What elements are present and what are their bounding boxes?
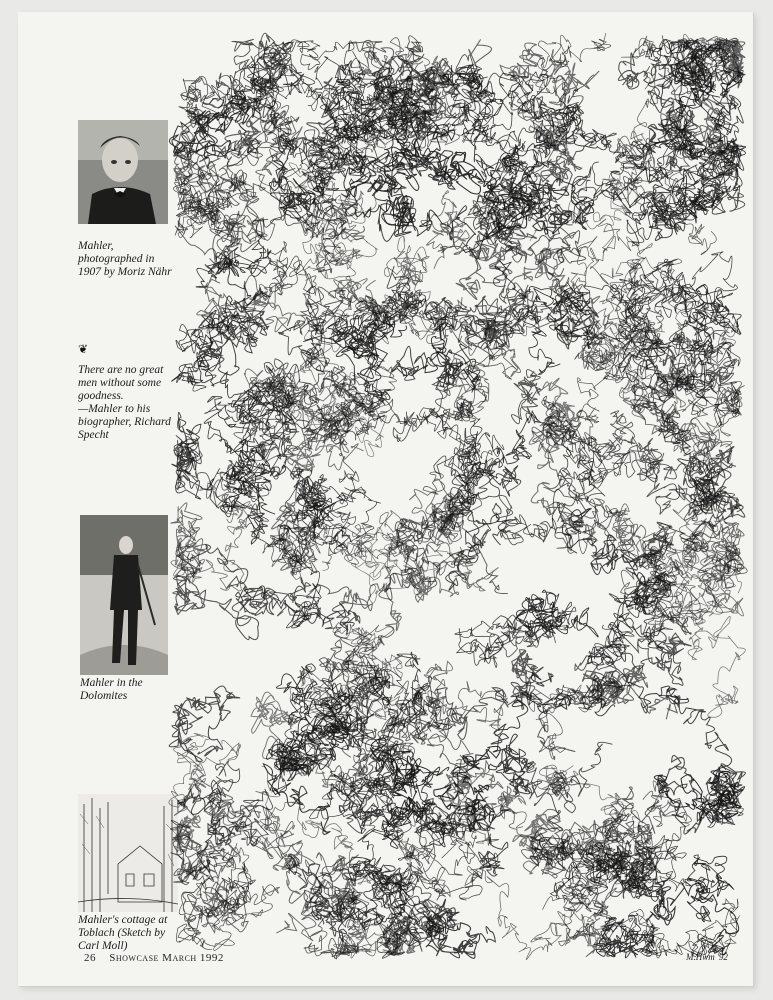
- scribble-stroke: [488, 672, 571, 794]
- scribble-stroke: [687, 136, 745, 213]
- scribble-stroke: [562, 831, 656, 939]
- scribble-stroke: [169, 686, 240, 761]
- scribble-stroke: [629, 192, 706, 232]
- scribble-stroke: [200, 843, 279, 950]
- scribble-stroke: [269, 146, 315, 219]
- scribble-stroke: [587, 621, 634, 670]
- scribble-stroke: [377, 874, 442, 958]
- scribble-stroke: [444, 65, 503, 146]
- scribble-stroke: [661, 88, 730, 170]
- mahler-portrait-photo: [78, 120, 168, 224]
- scribble-stroke: [247, 195, 346, 273]
- scribble-stroke: [334, 917, 416, 958]
- scribble-stroke: [575, 329, 628, 423]
- scribble-stroke: [531, 424, 617, 551]
- scribble-stroke: [503, 224, 653, 336]
- scribble-stroke: [351, 527, 452, 603]
- scribble-stroke: [175, 173, 225, 238]
- scribble-stroke: [698, 555, 743, 616]
- scribble-stroke: [542, 396, 602, 486]
- scribble-stroke: [669, 471, 739, 551]
- scribble-stroke: [647, 460, 735, 520]
- scribble-stroke: [668, 566, 742, 624]
- scribble-stroke: [283, 40, 367, 114]
- scribble-stroke: [305, 372, 385, 456]
- scribble-stroke: [456, 55, 548, 143]
- scribble-stroke: [348, 40, 421, 125]
- scribble-stroke: [387, 462, 481, 546]
- scribble-stroke: [483, 143, 538, 250]
- scribble-stroke: [631, 469, 743, 575]
- scribble-stroke: [495, 260, 597, 374]
- magazine-page: [18, 12, 753, 986]
- scribble-stroke: [307, 648, 451, 740]
- scribble-stroke: [621, 301, 692, 439]
- scribble-stroke: [277, 507, 463, 628]
- scribble-stroke: [278, 317, 385, 421]
- scribble-stroke: [302, 61, 392, 205]
- scribble-stroke: [592, 126, 710, 208]
- scribble-stroke: [171, 769, 252, 882]
- scribble-stroke: [240, 276, 394, 410]
- scribble-stroke: [537, 765, 641, 855]
- scribble-stroke: [388, 490, 463, 597]
- scribble-stroke: [597, 781, 692, 895]
- scribble-stroke: [173, 545, 276, 640]
- scribble-stroke: [302, 853, 363, 959]
- scribble-stroke: [390, 38, 454, 106]
- scribble-stroke: [331, 75, 427, 160]
- scribble-stroke: [178, 155, 302, 251]
- scribble-stroke: [543, 860, 609, 937]
- scribble-stroke: [432, 491, 498, 591]
- scribble-stroke: [172, 412, 256, 511]
- scribble-stroke: [679, 145, 745, 223]
- scribble-stroke: [283, 130, 367, 231]
- scribble-stroke: [176, 857, 255, 947]
- scribble-stroke: [631, 105, 687, 241]
- scribble-stroke: [591, 411, 664, 480]
- scribble-stroke: [436, 152, 529, 238]
- scribble-stroke: [314, 708, 421, 787]
- scribble-stroke: [263, 370, 363, 453]
- scribble-stroke: [205, 397, 298, 479]
- scribble-stroke: [196, 240, 271, 287]
- scribble-stroke: [286, 854, 382, 930]
- scribble-stroke: [622, 841, 730, 959]
- scribble-stroke: [351, 36, 453, 187]
- scribble-stroke: [332, 860, 450, 955]
- scribble-stroke: [521, 848, 607, 912]
- scribble-stroke: [227, 386, 342, 452]
- scribble-stroke: [369, 661, 507, 731]
- scribble-stroke: [582, 676, 732, 796]
- scribble-stroke: [174, 436, 251, 491]
- scribble-stroke: [454, 377, 497, 501]
- scribble-stroke: [455, 621, 533, 666]
- scribble-stroke: [685, 332, 741, 427]
- scribble-stroke: [393, 372, 482, 485]
- scribble-stroke: [367, 759, 454, 847]
- scribble-stroke: [272, 355, 387, 441]
- scribble-stroke: [227, 56, 278, 110]
- scribble-stroke: [656, 593, 745, 717]
- scribble-stroke: [266, 127, 364, 240]
- scribble-stroke: [204, 792, 294, 859]
- scribble-stroke: [535, 120, 596, 225]
- scribble-stroke: [480, 593, 576, 667]
- scribble-stroke: [282, 855, 367, 911]
- scribble-stroke: [706, 38, 745, 88]
- scribble-stroke: [254, 41, 329, 109]
- scribble-stroke: [548, 263, 654, 325]
- scribble-stroke: [446, 495, 511, 591]
- scribble-stroke: [663, 504, 736, 597]
- scribble-stroke: [197, 353, 292, 430]
- scribble-stroke: [288, 693, 353, 781]
- scribble-stroke: [468, 489, 591, 593]
- photo1-caption: Mahler, photographed in 1907 by Moriz Nähr: [78, 240, 172, 278]
- scribble-stroke: [594, 314, 665, 401]
- scribble-stroke: [387, 77, 455, 164]
- scribble-stroke: [234, 441, 286, 544]
- photo2-caption: Mahler in the Dolomites: [80, 677, 143, 702]
- scribble-stroke: [247, 53, 376, 200]
- scribble-stroke: [268, 242, 316, 295]
- scribble-stroke: [572, 133, 654, 246]
- scribble-stroke: [604, 612, 691, 686]
- scribble-stroke: [593, 899, 740, 957]
- scribble-stroke: [285, 475, 343, 541]
- scribble-stroke: [388, 40, 491, 174]
- scribble-stroke: [169, 733, 241, 812]
- scribble-stroke: [263, 294, 336, 416]
- scribble-stroke: [236, 577, 360, 636]
- scribble-stroke: [658, 413, 720, 514]
- scribble-stroke: [530, 793, 618, 880]
- scribble-stroke: [618, 39, 724, 113]
- scribble-stroke: [555, 300, 715, 402]
- scribble-stroke: [623, 333, 726, 436]
- scribble-stroke: [416, 772, 508, 876]
- scribble-stroke: [513, 809, 567, 864]
- scribble-stroke: [508, 248, 600, 338]
- scribble-stroke: [619, 361, 695, 420]
- scribble-stroke: [473, 89, 585, 239]
- scribble-stroke: [310, 766, 402, 886]
- scribble-stroke: [266, 706, 316, 792]
- scribble-stroke: [546, 822, 618, 884]
- scribble-stroke: [648, 111, 706, 172]
- scribble-stroke: [378, 189, 488, 259]
- scribble-stroke: [270, 467, 349, 628]
- scribble-stroke: [371, 840, 505, 908]
- scribble-stroke: [659, 756, 746, 834]
- scribble-stroke: [178, 788, 246, 879]
- scribble-stroke: [465, 865, 575, 960]
- scribble-stroke: [356, 280, 472, 342]
- scribble-stroke: [171, 503, 208, 578]
- scribble-stroke: [272, 502, 317, 575]
- quote-body: There are no great men without some goodness.: [78, 364, 164, 402]
- scribble-drawing: [163, 32, 753, 967]
- page-footer: [84, 952, 224, 964]
- scribble-stroke: [513, 140, 557, 221]
- scribble-stroke: [474, 104, 607, 177]
- scribble-stroke: [399, 67, 467, 136]
- scribble-stroke: [468, 182, 586, 265]
- scribble-stroke: [583, 257, 741, 357]
- scribble-stroke: [192, 845, 248, 932]
- scribble-stroke: [301, 285, 397, 342]
- scribble-stroke: [354, 716, 415, 820]
- scribble-stroke: [197, 257, 258, 383]
- scribble-stroke: [287, 152, 353, 264]
- scribble-stroke: [530, 33, 611, 94]
- scribble-stroke: [500, 43, 599, 118]
- scribble-stroke: [322, 511, 417, 571]
- scribble-stroke: [276, 664, 348, 765]
- scribble-stroke: [647, 883, 739, 955]
- scribble-stroke: [329, 379, 407, 553]
- scribble-stroke: [174, 119, 262, 273]
- scribble-stroke: [385, 695, 474, 777]
- scribble-stroke: [621, 36, 715, 104]
- scribble-stroke: [515, 590, 599, 637]
- scribble-stroke: [609, 567, 673, 635]
- scribble-stroke: [433, 797, 526, 845]
- scribble-stroke: [530, 171, 646, 241]
- scribble-stroke: [435, 650, 543, 740]
- scribble-stroke: [385, 236, 454, 344]
- scribble-stroke: [616, 289, 664, 362]
- scribble-stroke: [438, 758, 509, 822]
- scribble-stroke: [392, 801, 476, 884]
- scribble-stroke: [179, 76, 263, 157]
- scribble-stroke: [592, 525, 745, 588]
- scribble-stroke: [263, 678, 389, 835]
- scribble-stroke: [688, 46, 746, 214]
- scribble-stroke: [681, 34, 714, 86]
- scribble-stroke: [609, 504, 677, 598]
- scribble-stroke: [655, 145, 743, 255]
- scribble-stroke: [303, 191, 378, 279]
- scribble-stroke: [195, 275, 306, 338]
- scribble-stroke: [392, 342, 480, 387]
- scribble-stroke: [646, 39, 731, 179]
- scribble-stroke: [520, 685, 595, 760]
- scribble-stroke: [667, 89, 738, 218]
- scribble-stroke: [434, 746, 500, 830]
- scribble-stroke: [333, 622, 404, 725]
- scribble-stroke: [290, 667, 349, 734]
- scribble-stroke: [349, 857, 444, 946]
- scribble-stroke: [621, 570, 701, 635]
- scribble-stroke: [675, 284, 741, 351]
- scribble-stroke: [467, 275, 547, 359]
- page-number: 26: [84, 952, 96, 964]
- scribble-stroke: [329, 70, 475, 166]
- scribble-stroke: [294, 83, 456, 155]
- scribble-stroke: [686, 523, 747, 574]
- artist-signature: M.Hwm '92: [686, 952, 728, 962]
- scribble-stroke: [263, 517, 345, 580]
- quote-attribution: —Mahler to his biographer, Richard Specht: [78, 403, 171, 441]
- scribble-stroke: [650, 36, 741, 83]
- scribble-stroke: [342, 565, 437, 757]
- scribble-stroke: [482, 73, 579, 170]
- scribble-stroke: [331, 152, 415, 233]
- scribble-stroke: [329, 652, 432, 747]
- scribble-stroke: [478, 178, 555, 256]
- scribble-stroke: [671, 45, 743, 101]
- cottage-sketch-image: [78, 794, 178, 912]
- scribble-stroke: [230, 33, 296, 104]
- scribble-stroke: [529, 378, 584, 462]
- scribble-stroke: [322, 51, 405, 154]
- scribble-stroke: [201, 73, 276, 125]
- scribble-stroke: [339, 737, 403, 833]
- leaf-ornament-icon: ❦: [78, 342, 89, 356]
- scribble-stroke: [259, 92, 385, 206]
- scribble-stroke: [587, 665, 679, 719]
- scribble-stroke: [448, 297, 489, 414]
- scribble-stroke: [408, 48, 476, 144]
- scribble-stroke: [251, 692, 345, 799]
- scribble-stroke: [556, 804, 664, 889]
- scribble-stroke: [594, 787, 655, 892]
- scribble-stroke: [450, 411, 538, 508]
- scribble-stroke: [619, 572, 676, 651]
- scribble-stroke: [173, 172, 247, 223]
- scribble-stroke: [640, 252, 737, 318]
- scribble-stroke: [382, 266, 425, 321]
- scribble-stroke: [445, 296, 513, 347]
- scribble-stroke: [171, 502, 255, 591]
- scribble-stroke: [208, 397, 334, 521]
- scribble-stroke: [515, 742, 612, 813]
- scribble-stroke: [384, 900, 460, 955]
- scribble-stroke: [197, 81, 292, 167]
- scribble-stroke: [562, 509, 644, 586]
- scribble-stroke: [328, 312, 406, 358]
- scribble-stroke: [304, 586, 379, 733]
- scribble-stroke: [169, 100, 254, 160]
- scribble-stroke: [196, 410, 364, 507]
- scribble-stroke: [277, 295, 407, 405]
- scribble-stroke: [594, 913, 654, 958]
- scribble-stroke: [613, 99, 661, 198]
- scribble-stroke: [619, 523, 703, 566]
- scribble-stroke: [273, 831, 319, 933]
- scribble-stroke: [336, 297, 452, 399]
- scribble-stroke: [421, 191, 516, 269]
- scribble-stroke: [202, 761, 273, 846]
- mahler-dolomites-photo: [80, 515, 168, 675]
- scribble-stroke: [204, 410, 265, 517]
- scribble-stroke: [309, 632, 378, 751]
- scribble-stroke: [510, 167, 594, 235]
- scribble-stroke: [671, 416, 731, 482]
- scribble-stroke: [306, 865, 401, 942]
- scribble-stroke: [335, 354, 396, 431]
- scribble-stroke: [175, 166, 259, 258]
- scribble-stroke: [654, 775, 743, 823]
- scribble-stroke: [238, 445, 365, 567]
- scribble-stroke: [685, 855, 734, 922]
- scribble-stroke: [417, 408, 504, 471]
- scribble-stroke: [426, 899, 495, 958]
- scribble-stroke: [696, 778, 743, 828]
- photo3-caption: Mahler's cottage at Toblach (Sketch by Carl Moll): [78, 914, 168, 952]
- scribble-stroke: [538, 656, 629, 752]
- scribble-stroke: [307, 79, 373, 177]
- scribble-stroke: [523, 428, 629, 554]
- scribble-stroke: [559, 888, 617, 957]
- scribble-stroke: [518, 93, 577, 166]
- scribble-stroke: [199, 288, 270, 353]
- scribble-stroke: [698, 446, 745, 523]
- scribble-stroke: [341, 148, 455, 197]
- scribble-stroke: [438, 219, 526, 300]
- scribble-stroke: [227, 101, 299, 198]
- scribble-stroke: [651, 382, 745, 467]
- scribble-stroke: [591, 279, 671, 379]
- scribble-stroke: [584, 843, 668, 899]
- quote-text: [78, 364, 178, 442]
- magazine-name: Showcase March 1992: [109, 952, 224, 964]
- scribble-stroke: [530, 838, 676, 902]
- scribble-stroke: [371, 738, 430, 818]
- scribble-stroke: [654, 311, 737, 393]
- scribble-stroke: [370, 717, 421, 849]
- scribble-stroke: [274, 742, 343, 787]
- scribble-stroke: [460, 306, 523, 379]
- scribble-stroke: [492, 775, 557, 878]
- scribble-stroke: [372, 118, 424, 193]
- scribble-stroke: [327, 774, 382, 826]
- scribble-stroke: [256, 766, 390, 892]
- scribble-stroke: [511, 370, 594, 502]
